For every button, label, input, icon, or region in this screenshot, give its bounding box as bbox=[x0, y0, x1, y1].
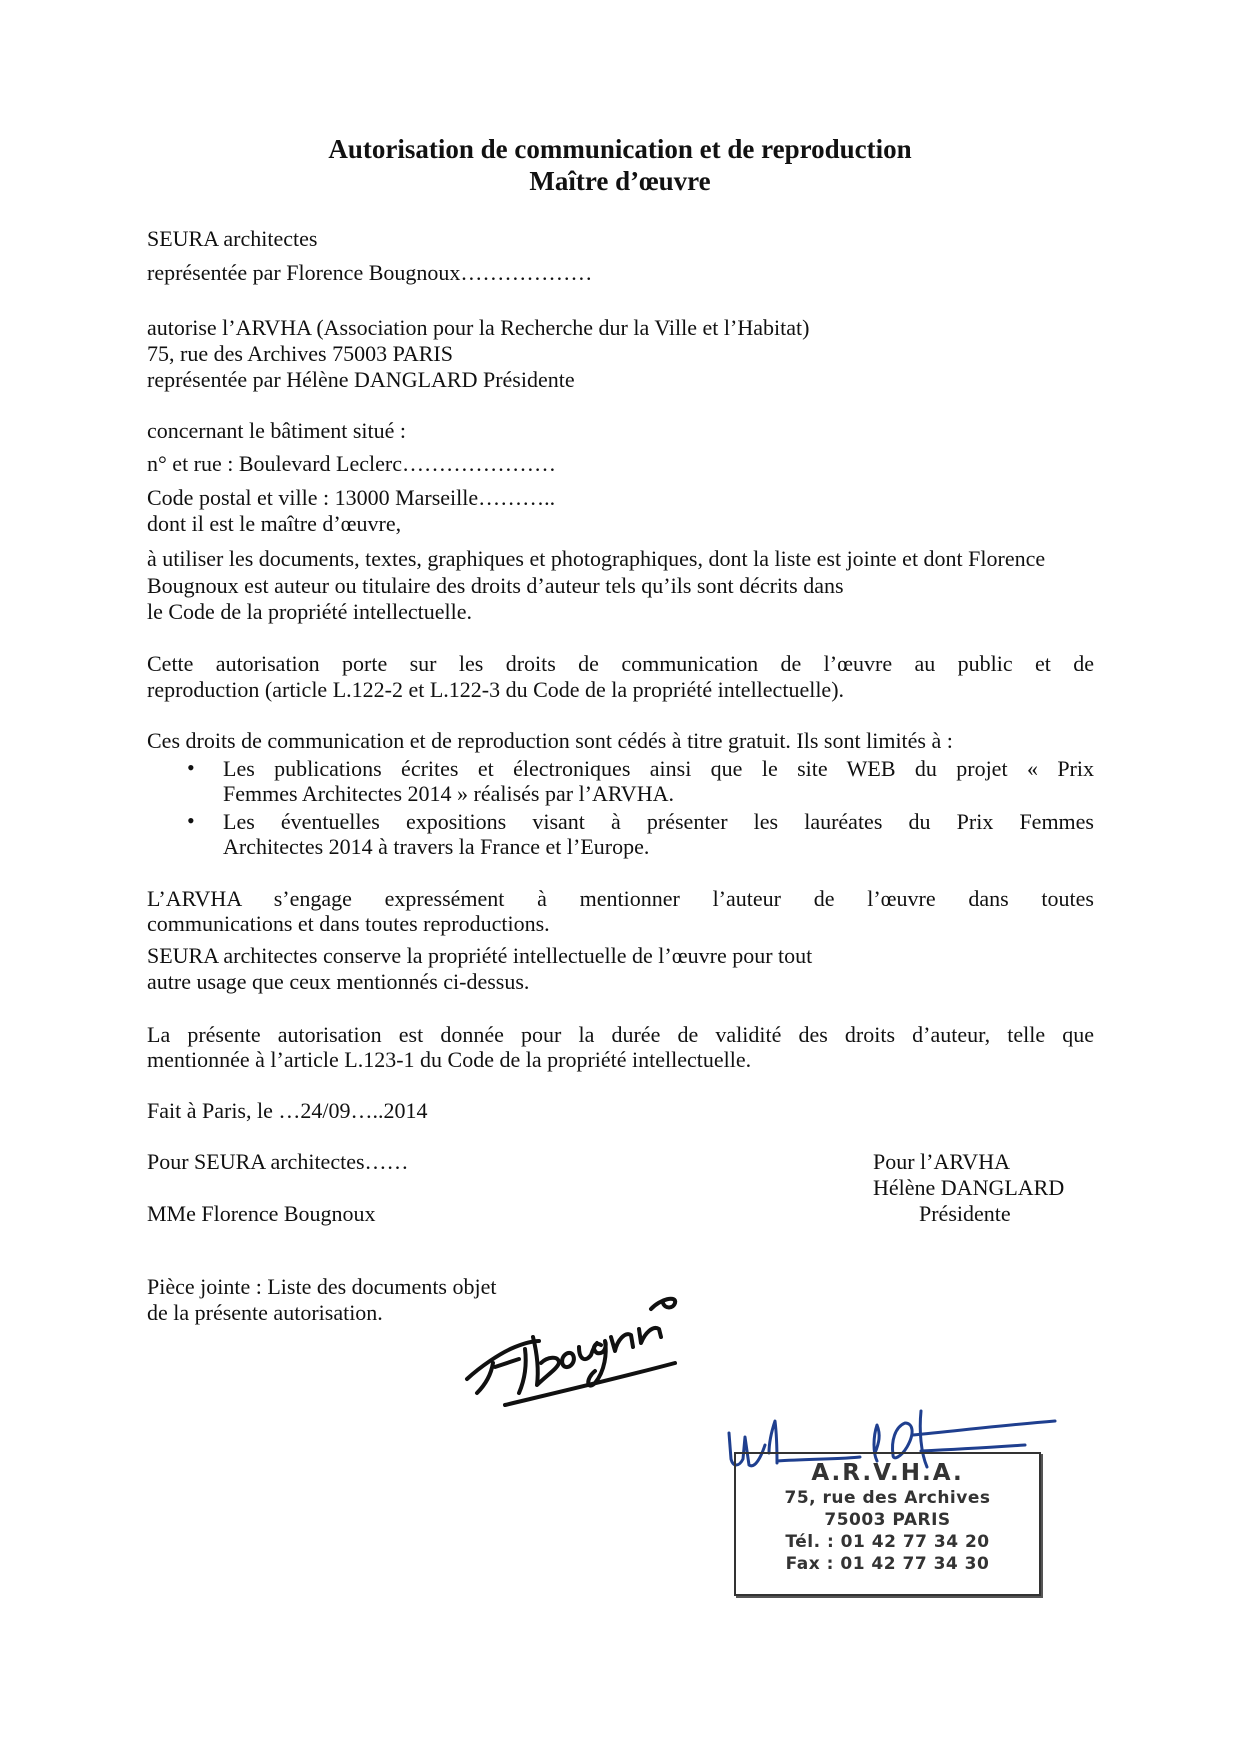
left-signatory-name: MMe Florence Bougnoux bbox=[147, 1201, 376, 1226]
usage-paragraph-line: le Code de la propriété intellectuelle. bbox=[147, 599, 472, 624]
building-role: dont il est le maître d’œuvre, bbox=[147, 511, 402, 536]
attachment-note: Pièce jointe : Liste des documents objet bbox=[147, 1274, 497, 1299]
grantee-address: 75, rue des Archives 75003 PARIS bbox=[147, 341, 453, 366]
stamp-address: 75, rue des Archives bbox=[784, 1488, 991, 1508]
building-intro: concernant le bâtiment situé : bbox=[147, 418, 407, 443]
building-city: Code postal et ville : 13000 Marseille……….. bbox=[147, 485, 556, 510]
rights-intro: Ces droits de communication et de reproduction sont cédés à titre gratuit. Ils sont limités à : bbox=[147, 728, 953, 753]
stamp-fax: Fax : 01 42 77 34 30 bbox=[785, 1554, 990, 1574]
commitment-line: autre usage que ceux mentionnés ci-dessus. bbox=[147, 969, 530, 994]
commitment-line: L’ARVHA s’engage expressément à mentionner l’auteur de l’œuvre dans toutes bbox=[147, 886, 1094, 911]
rights-item-line: Femmes Architectes 2014 » réalisés par l’ARVHA. bbox=[223, 781, 674, 806]
right-signatory-for: Pour l’ARVHA bbox=[873, 1149, 1010, 1174]
attachment-note: de la présente autorisation. bbox=[147, 1300, 383, 1325]
commitment-line: SEURA architectes conserve la propriété intellectuelle de l’œuvre pour tout bbox=[147, 943, 813, 968]
usage-paragraph-line: Bougnoux est auteur ou titulaire des droits d’auteur tels qu’ils sont décrits dans bbox=[147, 573, 844, 598]
grantee-representative: représentée par Hélène DANGLARD Présidente bbox=[147, 367, 575, 392]
left-signatory-for: Pour SEURA architectes…… bbox=[147, 1149, 409, 1174]
rights-item-line: Les publications écrites et électroniques ainsi que le site WEB du projet « Prix bbox=[223, 756, 1094, 781]
grantor-name: SEURA architectes bbox=[147, 226, 318, 251]
place-and-date: Fait à Paris, le …24/09…..2014 bbox=[147, 1098, 428, 1123]
scope-paragraph-line: Cette autorisation porte sur les droits de communication de l’œuvre au public et de bbox=[147, 651, 1094, 676]
rights-item-line: Les éventuelles expositions visant à présenter les lauréates du Prix Femmes bbox=[223, 809, 1094, 834]
grantee-line: autorise l’ARVHA (Association pour la Recherche dur la Ville et l’Habitat) bbox=[147, 315, 810, 340]
grantor-representative: représentée par Florence Bougnoux……………… bbox=[147, 260, 593, 285]
rights-item-line: Architectes 2014 à travers la France et l’Europe. bbox=[223, 834, 650, 859]
document-title: Autorisation de communication et de reproduction bbox=[328, 134, 912, 164]
bullet-marker: • bbox=[187, 808, 195, 833]
building-street: n° et rue : Boulevard Leclerc………………… bbox=[147, 451, 556, 476]
duration-line: La présente autorisation est donnée pour la durée de validité des droits d’auteur, telle que bbox=[147, 1022, 1094, 1047]
stamp-telephone: Tél. : 01 42 77 34 20 bbox=[785, 1532, 990, 1552]
duration-line: mentionnée à l’article L.123-1 du Code de la propriété intellectuelle. bbox=[147, 1047, 752, 1072]
document-subtitle: Maître d’œuvre bbox=[529, 166, 711, 196]
scope-paragraph-line: reproduction (article L.122-2 et L.122-3 du Code de la propriété intellectuelle). bbox=[147, 677, 845, 702]
commitment-line: communications et dans toutes reproductions. bbox=[147, 911, 550, 936]
stamp-postcode: 75003 PARIS bbox=[824, 1510, 951, 1530]
right-signatory-name: Hélène DANGLARD bbox=[873, 1175, 1065, 1200]
bullet-marker: • bbox=[187, 755, 195, 780]
right-signatory-title: Présidente bbox=[919, 1201, 1011, 1226]
stamp-organization: A.R.V.H.A. bbox=[811, 1460, 964, 1486]
usage-paragraph-line: à utiliser les documents, textes, graphiques et photographiques, dont la liste est jointe et dont Florence bbox=[147, 546, 1046, 571]
arvha-stamp bbox=[734, 1452, 1041, 1596]
